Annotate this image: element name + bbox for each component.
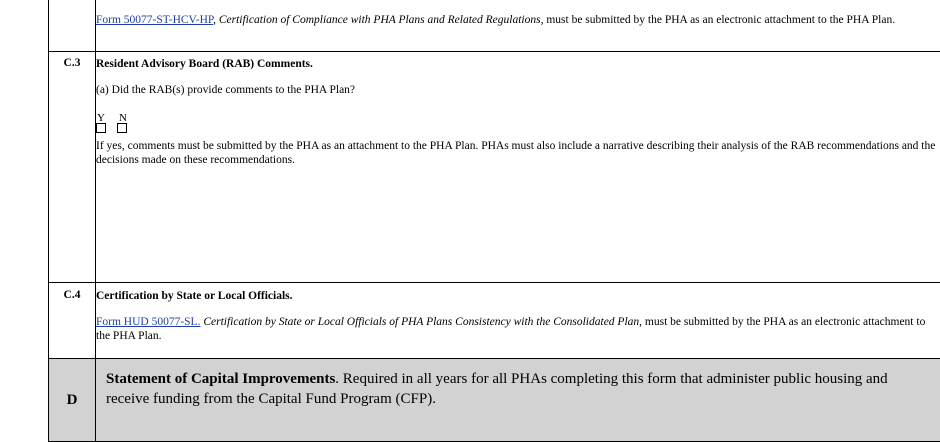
section-number: C.4 — [49, 283, 96, 359]
section-c2-row — [49, 0, 940, 52]
section-c3-row — [49, 52, 940, 283]
body-text: must be submitted by the PHA as an electronic attachment to the PHA Plan. — [543, 14, 895, 26]
form-title: Certification of Compliance with PHA Plans and Related Regulations, — [219, 14, 544, 26]
section-heading: Statement of Capital Improvements — [106, 371, 335, 387]
section-c4-body — [96, 315, 940, 343]
section-number: D — [49, 359, 96, 442]
pha-plan-table — [48, 0, 940, 442]
section-c4-content — [96, 283, 940, 359]
section-c4-row — [49, 283, 940, 359]
rab-instructions: If yes, comments must be submitted by the PHA as an attachment to the PHA Plan. PHAs must also include a narrative describing their analysis of the RAB recommendations and the decisions made on these recommendations. — [96, 139, 940, 167]
no-label: N — [119, 111, 127, 125]
section-heading: Certification by State or Local Officials. — [96, 289, 940, 303]
no-checkbox[interactable] — [117, 123, 127, 133]
form-link[interactable]: Form HUD 50077-SL. — [96, 316, 200, 328]
yes-label: Y — [97, 111, 105, 125]
section-c2-content — [96, 0, 940, 52]
form-link[interactable]: Form 50077-ST-HCV-HP — [96, 14, 213, 26]
section-heading — [96, 0, 940, 1]
body-text: . Required in all years for all PHAs completing this form that administer public housing and receive funding from the Capital Fund Program (CFP). — [106, 371, 888, 407]
form-title: Certification by State or Local Officials of PHA Plans Consistency with the Consolidated Plan — [203, 316, 639, 328]
section-c2-body: Form 50077-ST-HCV-HP, Certification of Compliance with PHA Plans and Related Regulations, must be submitted by the PHA as an electronic attachment to the PHA Plan. — [96, 13, 940, 27]
section-d-body — [106, 369, 931, 409]
rab-question: (a) Did the RAB(s) provide comments to the PHA Plan? — [96, 83, 940, 97]
section-c3-content — [96, 52, 940, 283]
section-d-row — [49, 359, 940, 442]
body-text: , must be submitted by the PHA as an electronic attachment to the PHA Plan. — [96, 316, 925, 342]
section-number: C.3 — [49, 52, 96, 283]
yes-checkbox[interactable] — [96, 123, 106, 133]
yes-no-checkboxes — [96, 111, 940, 141]
section-heading: Resident Advisory Board (RAB) Comments. — [96, 57, 940, 71]
section-d-content — [96, 359, 940, 442]
section-number — [49, 0, 96, 52]
